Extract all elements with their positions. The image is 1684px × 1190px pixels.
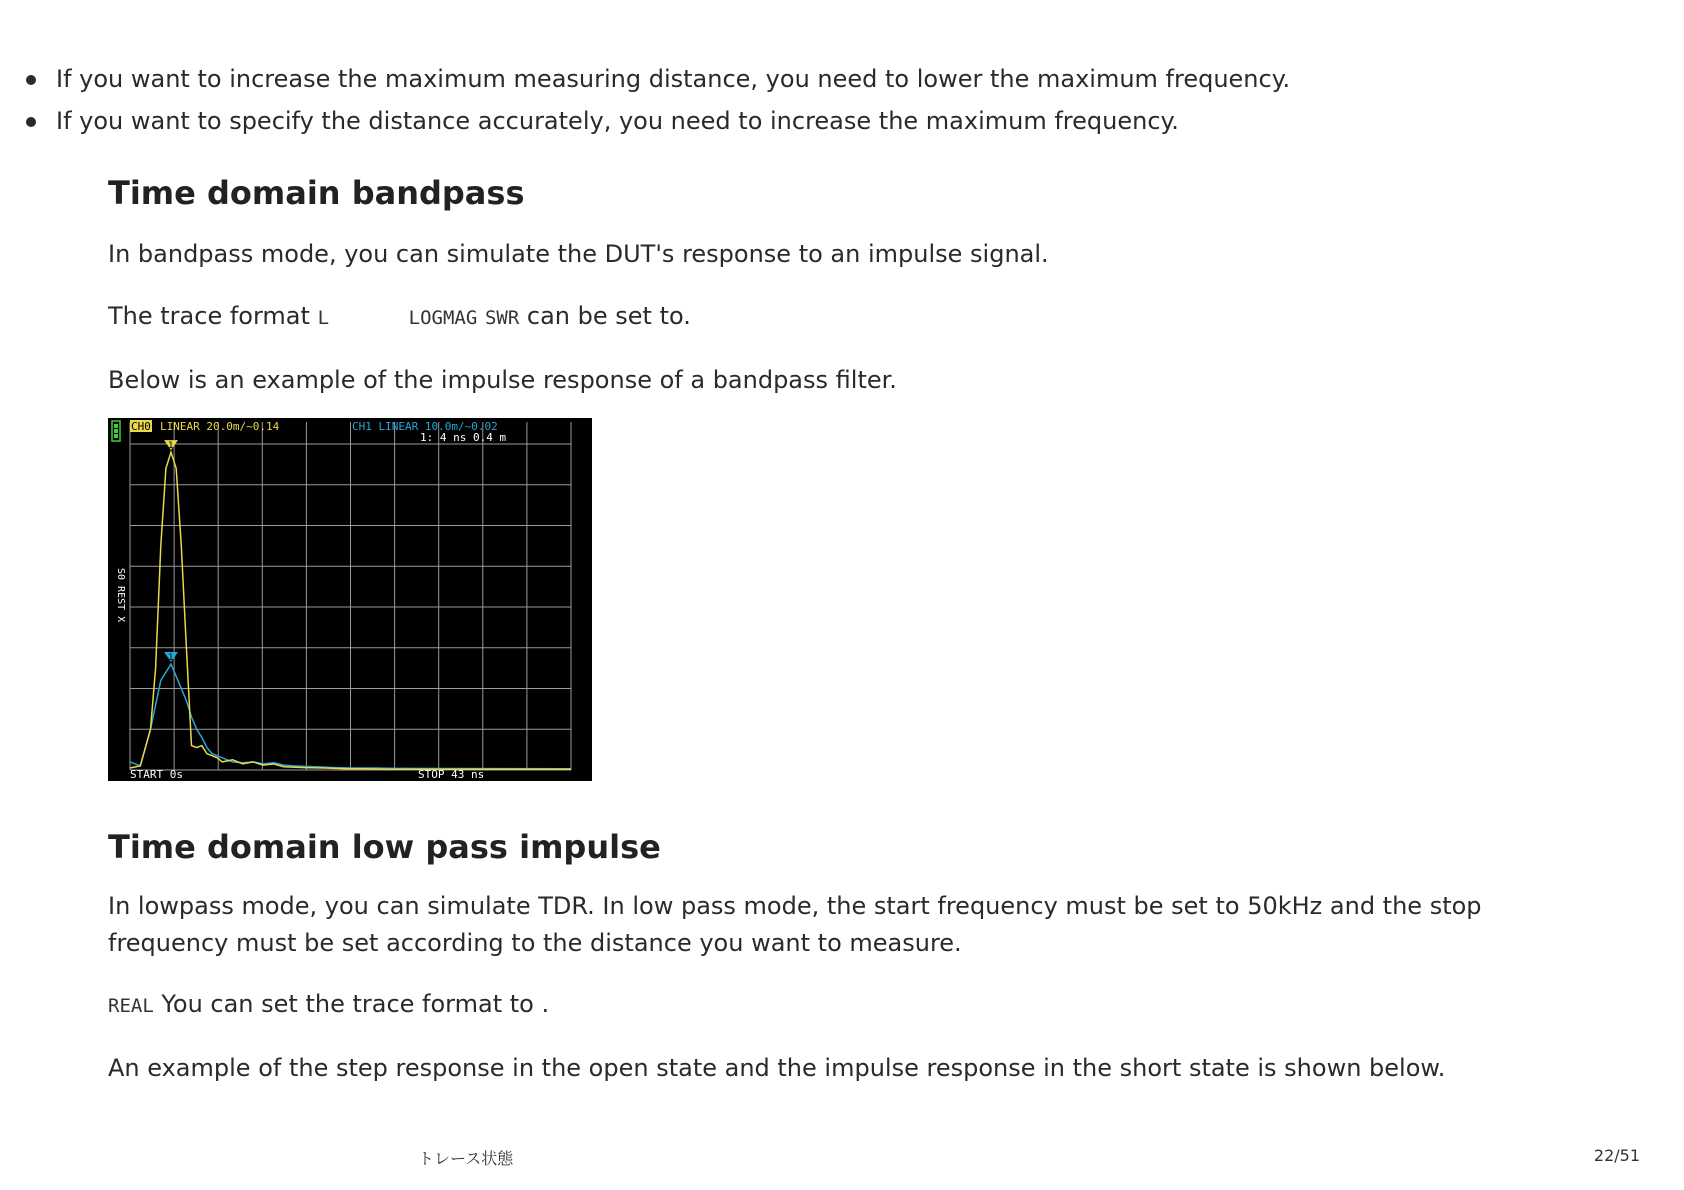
marker-ch0-label: 1 — [168, 441, 174, 452]
trace-format-suffix: can be set to. — [526, 302, 691, 330]
code-real: REAL — [108, 995, 154, 1017]
code-logmag: LOGMAG — [408, 307, 478, 329]
bullet-list — [18, 58, 1290, 142]
ch0-label: CH0 — [131, 420, 151, 433]
lowpass-intro: In lowpass mode, you can simulate TDR. In low pass mode, the start frequency must be set to 50kHz and the stop frequency must be set according to the distance you want to measure. — [108, 892, 1482, 957]
lowpass-trace-format — [108, 986, 549, 1025]
battery-icon — [112, 421, 120, 441]
code-l: L — [317, 307, 330, 329]
start-label: START 0s — [130, 768, 183, 781]
stop-label: STOP 43 ns — [418, 768, 485, 781]
section-heading-bandpass: Time domain bandpass — [108, 174, 525, 212]
code-swr: SWR — [484, 307, 520, 329]
page-number: 22/51 — [1593, 1146, 1640, 1165]
bandpass-intro: In bandpass mode, you can simulate the DUT's response to an impulse signal. — [108, 240, 1049, 268]
chart-grid — [130, 422, 571, 770]
ch1-info: CH1 LINEAR 10.0m/~0.02 — [352, 420, 498, 433]
trace-format-prefix: The trace format — [108, 302, 310, 330]
impulse-response-screenshot — [108, 418, 592, 781]
ch0-info: LINEAR 20.0m/~0.14 — [160, 420, 280, 433]
section-heading-lowpass: Time domain low pass impulse — [108, 828, 661, 866]
marker-readout: 1: 4 ns 0.4 m — [420, 431, 507, 444]
footer-caption: トレース状態 — [418, 1149, 514, 1168]
bandpass-trace-format — [108, 298, 691, 337]
list-item: If you want to specify the distance accurately, you need to increase the maximum frequency. — [18, 100, 1290, 142]
lowpass-example-caption: An example of the step response in the open state and the impulse response in the short state is shown below. — [108, 1054, 1446, 1082]
marker-ch1-label: 1 — [168, 653, 174, 664]
bandpass-example-caption: Below is an example of the impulse response of a bandpass filter. — [108, 366, 897, 394]
lowpass-trace-format-text: You can set the trace format to . — [161, 990, 550, 1018]
list-item: If you want to increase the maximum measuring distance, you need to lower the maximum frequency. — [18, 58, 1290, 100]
side-label: S0 REST X — [115, 568, 126, 623]
impulse-response-chart — [108, 418, 592, 781]
